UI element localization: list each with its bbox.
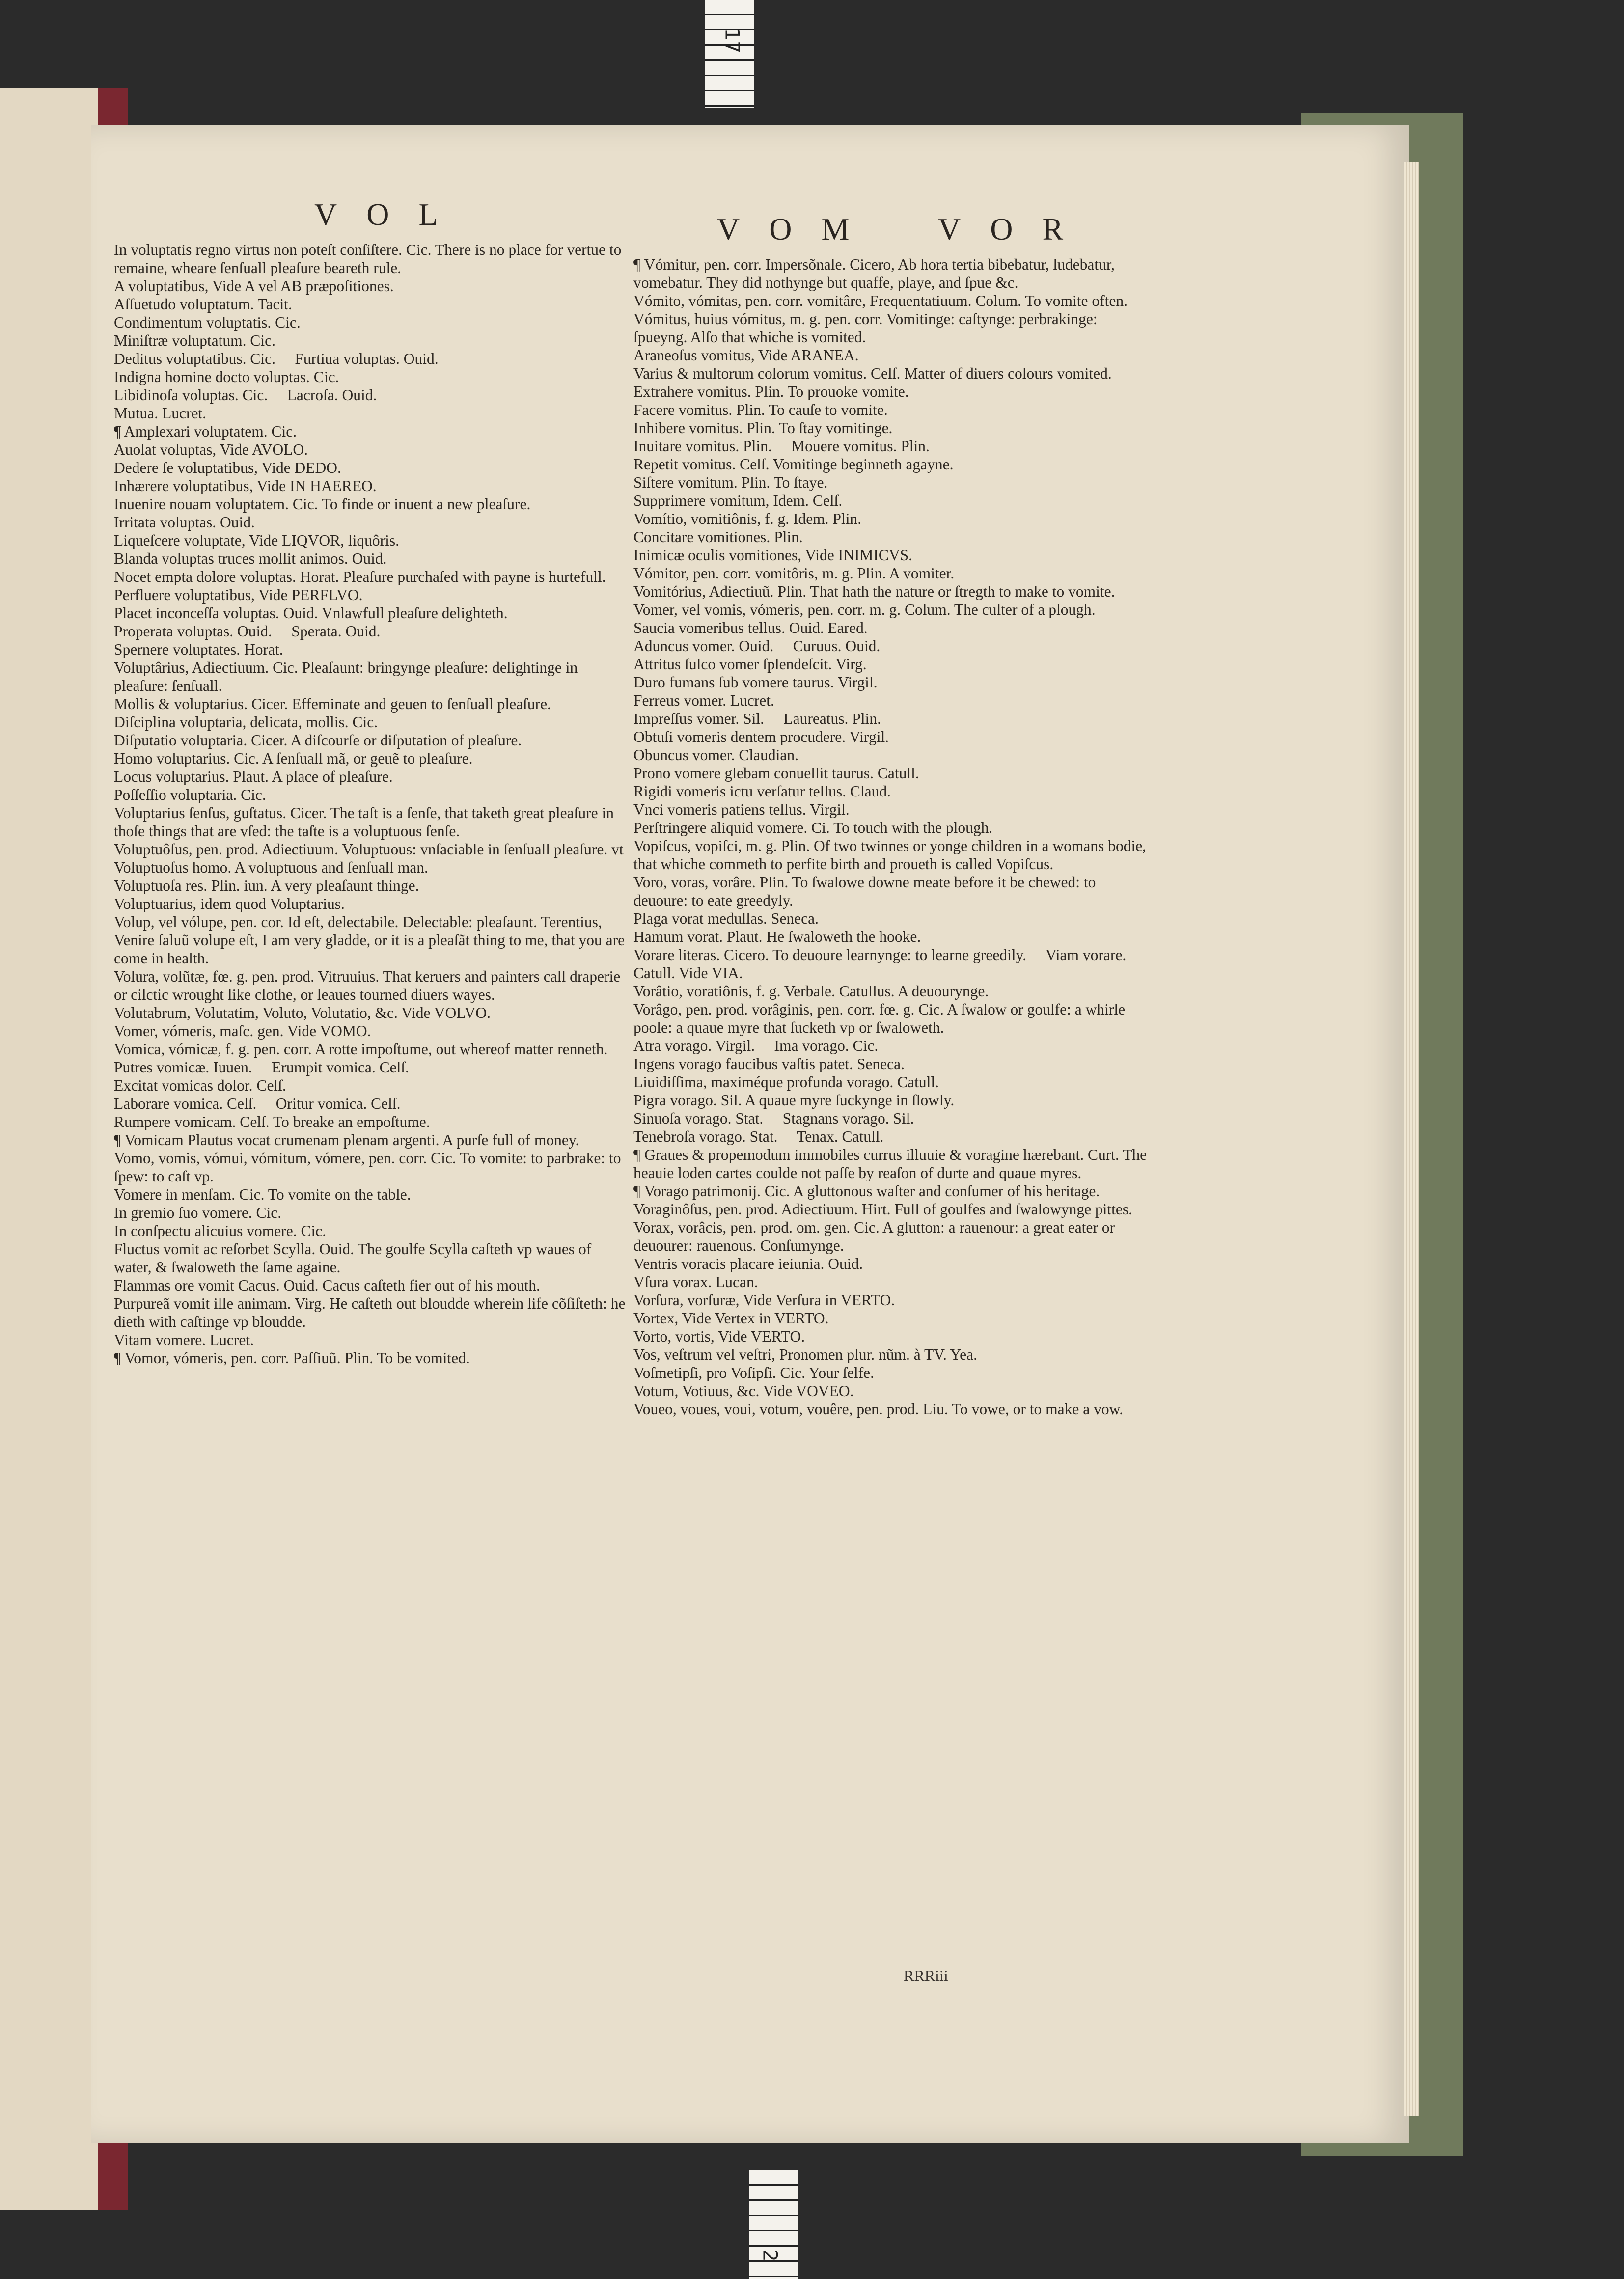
dictionary-entry: Vopiſcus, vopiſci, m. g. Plin. Of two twinnes or yonge children in a womans bodie, that whiche commeth to perfite birth and proueth is called Vopiſcus.: [633, 837, 1150, 873]
dictionary-entry: Perſtringere aliquid vomere. Ci. To touch with the plough.: [633, 819, 993, 836]
dictionary-entry: Dedere ſe voluptatibus, Vide DEDO.: [114, 459, 341, 476]
dictionary-entry: Vorâgo, pen. prod. vorâginis, pen. corr. fœ. g. Cic. A ſwalow or goulfe: a whirle poole: a quaue myre that ſucketh vp or ſwaloweth.: [633, 1001, 1129, 1036]
dictionary-entry: Spernere voluptates. Horat.: [114, 641, 283, 658]
dictionary-entry: Varius & multorum colorum vomitus. Celſ. Matter of diuers colours vomited.: [633, 365, 1112, 382]
dictionary-entry: Voſmetipſi, pro Voſipſi. Cic. Your ſelfe.: [633, 1364, 875, 1381]
dictionary-entry: Vorto, vortis, Vide VERTO.: [633, 1328, 805, 1345]
dictionary-entry: Condimentum voluptatis. Cic.: [114, 314, 301, 331]
dictionary-entry: Indigna homine docto voluptas. Cic.: [114, 368, 339, 385]
dictionary-entry: Vſura vorax. Lucan.: [633, 1273, 758, 1291]
running-head-right-a: VOM: [717, 212, 879, 247]
dictionary-entry: ¶ Amplexari voluptatem. Cic.: [114, 423, 297, 440]
dictionary-entry: Volura, volũtæ, fœ. g. pen. prod. Vitruuius. That keruers and painters call draperie or cilctic wrought like clothe, or leaues tourned diuers wayes.: [114, 968, 625, 1003]
dictionary-entry: Excitat vomicas dolor. Celſ.: [114, 1077, 286, 1094]
dictionary-entry: Flammas ore vomit Cacus. Ouid. Cacus caſteth fier out of his mouth.: [114, 1277, 540, 1294]
dictionary-entry: Prono vomere glebam conuellit taurus. Catull.: [633, 765, 919, 782]
dictionary-entry: Laborare vomica. Celſ. Oritur vomica. Celſ.: [114, 1095, 401, 1112]
dictionary-entry: Liqueſcere voluptate, Vide LIQVOR, liquôris.: [114, 532, 400, 549]
dictionary-entry: Vómito, vómitas, pen. corr. vomitâre, Frequentatiuum. Colum. To vomite often.: [633, 292, 1128, 309]
signature-mark: RRRiii: [904, 1967, 948, 1984]
dictionary-entry: ¶ Vómitur, pen. corr. Impersõnale. Cicero, Ab hora tertia bibebatur, ludebatur, vomebatur. They did nothynge but quaffe, playe, and ſpue &c.: [633, 256, 1119, 291]
dictionary-entry: Pigra vorago. Sil. A quaue myre ſuckynge in ſlowly.: [633, 1092, 955, 1109]
dictionary-entry: Vomítio, vomitiônis, f. g. Idem. Plin.: [633, 510, 862, 527]
dictionary-entry: Aſſuetudo voluptatum. Tacit.: [114, 296, 292, 313]
dictionary-entry: A voluptatibus, Vide A vel AB præpoſitiones.: [114, 277, 394, 295]
dictionary-entry: Araneoſus vomitus, Vide ARANEA.: [633, 347, 859, 364]
dictionary-entry: Homo voluptarius. Cic. A ſenſuall mã, or geuẽ to pleaſure.: [114, 750, 473, 767]
dictionary-entry: Putres vomicæ. Iuuen. Erumpit vomica. Celſ.: [114, 1059, 410, 1076]
dictionary-entry: In voluptatis regno virtus non poteſt conſiſtere. Cic. There is no place for vertue to remaine, wheare ſenſuall pleaſure beareth rule.: [114, 241, 626, 276]
dictionary-entry: Perfluere voluptatibus, Vide PERFLVO.: [114, 586, 363, 604]
dictionary-entry: Vortex, Vide Vertex in VERTO.: [633, 1310, 829, 1327]
dictionary-entry: Vomo, vomis, vómui, vómitum, vómere, pen. corr. Cic. To vomite: to parbrake: to ſpew: to caſt vp.: [114, 1150, 625, 1185]
dictionary-entry: Nocet empta dolore voluptas. Horat. Pleaſure purchaſed with payne is hurtefull.: [114, 568, 606, 585]
left-column: [114, 241, 630, 1367]
dictionary-entry: Vomica, vómicæ, f. g. pen. corr. A rotte impoſtume, out whereof matter renneth.: [114, 1041, 608, 1058]
dictionary-entry: Vos, veſtrum vel veſtri, Pronomen plur. nũm. à TV. Yea.: [633, 1346, 977, 1363]
dictionary-entry: Aduncus vomer. Ouid. Curuus. Ouid.: [633, 637, 881, 655]
dictionary-entry: Hamum vorat. Plaut. He ſwaloweth the hooke.: [633, 928, 921, 945]
dictionary-entry: Obtuſi vomeris dentem procudere. Virgil.: [633, 728, 889, 745]
dictionary-entry: In conſpectu alicuius vomere. Cic.: [114, 1222, 327, 1239]
dictionary-entry: ¶ Vomor, vómeris, pen. corr. Paſſiuũ. Plin. To be vomited.: [114, 1349, 470, 1367]
dictionary-entry: Mutua. Lucret.: [114, 405, 207, 422]
dictionary-entry: Duro fumans ſub vomere taurus. Virgil.: [633, 674, 878, 691]
dictionary-entry: Rigidi vomeris ictu verſatur tellus. Claud.: [633, 783, 891, 800]
dictionary-entry: Mollis & voluptarius. Cicer. Effeminate and geuen to ſenſuall pleaſure.: [114, 695, 551, 713]
dictionary-entry: Diſciplina voluptaria, delicata, mollis. Cic.: [114, 714, 378, 731]
dictionary-entry: Liuidiſſima, maximéque profunda vorago. Catull.: [633, 1073, 939, 1091]
dictionary-entry: Miniſtræ voluptatum. Cic.: [114, 332, 275, 349]
dictionary-entry: Voraginôſus, pen. prod. Adiectiuum. Hirt. Full of goulfes and ſwalowynge pittes.: [633, 1201, 1133, 1218]
dictionary-entry: Voluptârius, Adiectiuum. Cic. Pleaſaunt: bringynge pleaſure: delightinge in pleaſure: ſenſuall.: [114, 659, 582, 694]
dictionary-entry: Attritus ſulco vomer ſplendeſcit. Virg.: [633, 656, 867, 673]
dictionary-entry: Vorax, vorâcis, pen. prod. om. gen. Cic. A glutton: a rauenour: a great eater or deuourer: rauenous. Conſumynge.: [633, 1219, 1119, 1254]
dictionary-entry: Vomer, vel vomis, vómeris, pen. corr. m. g. Colum. The culter of a plough.: [633, 601, 1096, 618]
dictionary-entry: Vomere in menſam. Cic. To vomite on the table.: [114, 1186, 411, 1203]
dictionary-entry: Inuitare vomitus. Plin. Mouere vomitus. Plin.: [633, 438, 930, 455]
running-head-left: VOL: [314, 197, 468, 232]
dictionary-entry: Extrahere vomitus. Plin. To prouoke vomite.: [633, 383, 909, 400]
scale-ruler-top: [705, 0, 754, 108]
dictionary-entry: Saucia vomeribus tellus. Ouid. Eared.: [633, 619, 868, 636]
page-fore-edge: [1404, 162, 1419, 2116]
running-head-right-b: VOR: [938, 212, 1093, 247]
dictionary-entry: Obuncus vomer. Claudian.: [633, 746, 798, 764]
dictionary-entry: Voueo, voues, voui, votum, vouêre, pen. prod. Liu. To vowe, or to make a vow.: [633, 1400, 1124, 1418]
dictionary-entry: Voro, voras, vorâre. Plin. To ſwalowe downe meate before it be chewed: to deuoure: to eate greedyly.: [633, 874, 1100, 909]
dictionary-entry: Repetit vomitus. Celſ. Vomitinge beginneth agayne.: [633, 456, 954, 473]
dictionary-entry: Ventris voracis placare ieiunia. Ouid.: [633, 1255, 863, 1272]
dictionary-entry: Inuenire nouam voluptatem. Cic. To finde or inuent a new pleaſure.: [114, 495, 531, 513]
dictionary-entry: Inimicæ oculis vomitiones, Vide INIMICVS.: [633, 547, 912, 564]
dictionary-entry: Properata voluptas. Ouid. Sperata. Ouid.: [114, 623, 381, 640]
dictionary-entry: Placet inconceſſa voluptas. Ouid. Vnlawfull pleaſure delighteth.: [114, 604, 508, 622]
dictionary-entry: Vnci vomeris patiens tellus. Virgil.: [633, 801, 850, 818]
ruler-top-number: 17: [720, 28, 743, 54]
scale-ruler-bottom: [749, 2170, 798, 2279]
dictionary-entry: Vitam vomere. Lucret.: [114, 1331, 254, 1348]
dictionary-entry: In gremio ſuo vomere. Cic.: [114, 1204, 282, 1221]
dictionary-entry: Concitare vomitiones. Plin.: [633, 528, 803, 546]
dictionary-entry: ¶ Vomicam Plautus vocat crumenam plenam argenti. A purſe full of money.: [114, 1131, 579, 1149]
dictionary-entry: Ingens vorago faucibus vaſtis patet. Seneca.: [633, 1055, 905, 1072]
ruler-bottom-number: 2: [758, 2249, 781, 2262]
dictionary-entry: Impreſſus vomer. Sil. Laureatus. Plin.: [633, 710, 881, 727]
dictionary-entry: Rumpere vomicam. Celſ. To breake an empoſtume.: [114, 1113, 430, 1130]
dictionary-entry: Inhærere voluptatibus, Vide IN HAEREO.: [114, 477, 377, 494]
dictionary-entry: Vomer, vómeris, maſc. gen. Vide VOMO.: [114, 1022, 371, 1040]
dictionary-entry: Vomitórius, Adiectiuũ. Plin. That hath the nature or ſtregth to make to vomite.: [633, 583, 1115, 600]
dictionary-entry: Vómitus, huius vómitus, m. g. pen. corr. Vomitinge: caſtynge: perbrakinge: ſpueyng. Alſo that whiche is vomited.: [633, 310, 1101, 346]
dictionary-entry: Fluctus vomit ac reſorbet Scylla. Ouid. The goulfe Scylla caſteth vp waues of water, & ſwaloweth the ſame againe.: [114, 1240, 596, 1276]
dictionary-entry: Voluptuôſus, pen. prod. Adiectiuum. Voluptuous: vnſaciable in ſenſuall pleaſure. vt Voluptuoſus homo. A voluptuous and ſenſuall man.: [114, 841, 627, 876]
dictionary-entry: ¶ Graues & propemodum immobiles currus illuuie & voragine hærebant. Curt. The heauie loden cartes coulde not paſſe by reaſon of durte and quaue myres.: [633, 1146, 1151, 1181]
dictionary-entry: Vómitor, pen. corr. vomitôris, m. g. Plin. A vomiter.: [633, 565, 955, 582]
dictionary-entry: Purpureã vomit ille animam. Virg. He caſteth out bloudde wherein life cõſiſteth: he dieth with caſtinge vp bloudde.: [114, 1295, 630, 1330]
dictionary-entry: Voluptuarius, idem quod Voluptarius.: [114, 895, 345, 912]
dictionary-entry: Volutabrum, Volutatim, Voluto, Volutatio, &c. Vide VOLVO.: [114, 1004, 491, 1021]
dictionary-entry: Auolat voluptas, Vide AVOLO.: [114, 441, 308, 458]
dictionary-entry: Libidinoſa voluptas. Cic. Lacroſa. Ouid.: [114, 386, 377, 404]
dictionary-entry: Vorâtio, voratiônis, f. g. Verbale. Catullus. A deuourynge.: [633, 983, 989, 1000]
dictionary-entry: Diſputatio voluptaria. Cicer. A diſcourſe or diſputation of pleaſure.: [114, 732, 522, 749]
dictionary-entry: Deditus voluptatibus. Cic. Furtiua voluptas. Ouid.: [114, 350, 439, 367]
dictionary-entry: Volup, vel vólupe, pen. cor. Id eſt, delectabile. Delectable: pleaſaunt. Terentius, Venire ſaluũ volupe eſt, I am very gladde, or it is a pleaſãt thing to me, that you are come in health.: [114, 913, 629, 967]
dictionary-entry: Votum, Votiuus, &c. Vide VOVEO.: [633, 1382, 854, 1400]
dictionary-entry: Poſſeſſio voluptaria. Cic.: [114, 786, 266, 803]
dictionary-entry: Irritata voluptas. Ouid.: [114, 514, 255, 531]
dictionary-entry: ¶ Vorago patrimonij. Cic. A gluttonous waſter and conſumer of his heritage.: [633, 1182, 1100, 1200]
dictionary-entry: Blanda voluptas truces mollit animos. Ouid.: [114, 550, 387, 567]
dictionary-entry: Supprimere vomitum, Idem. Celſ.: [633, 492, 843, 509]
right-column: [633, 255, 1149, 1418]
dictionary-entry: Voluptarius ſenſus, guſtatus. Cicer. The taſt is a ſenſe, that taketh great pleaſure in thoſe things that are vſed: the taſte is a voluptuous ſenſe.: [114, 804, 618, 840]
dictionary-entry: Sinuoſa vorago. Stat. Stagnans vorago. Sil.: [633, 1110, 914, 1127]
dictionary-entry: Inhibere vomitus. Plin. To ſtay vomitinge.: [633, 419, 893, 437]
dictionary-entry: Vorſura, vorſuræ, Vide Verſura in VERTO.: [633, 1291, 895, 1309]
dictionary-entry: Plaga vorat medullas. Seneca.: [633, 910, 819, 927]
dictionary-entry: Atra vorago. Virgil. Ima vorago. Cic.: [633, 1037, 879, 1054]
dictionary-entry: Siſtere vomitum. Plin. To ſtaye.: [633, 474, 828, 491]
dictionary-entry: Vorare literas. Cicero. To deuoure learnynge: to learne greedily. Viam vorare. Catull. Vide VIA.: [633, 946, 1130, 982]
dictionary-entry: Tenebroſa vorago. Stat. Tenax. Catull.: [633, 1128, 884, 1145]
dictionary-entry: Ferreus vomer. Lucret.: [633, 692, 774, 709]
dictionary-entry: Facere vomitus. Plin. To cauſe to vomite.: [633, 401, 888, 418]
dictionary-entry: Voluptuoſa res. Plin. iun. A very pleaſaunt thinge.: [114, 877, 419, 894]
dictionary-entry: Locus voluptarius. Plaut. A place of pleaſure.: [114, 768, 393, 785]
